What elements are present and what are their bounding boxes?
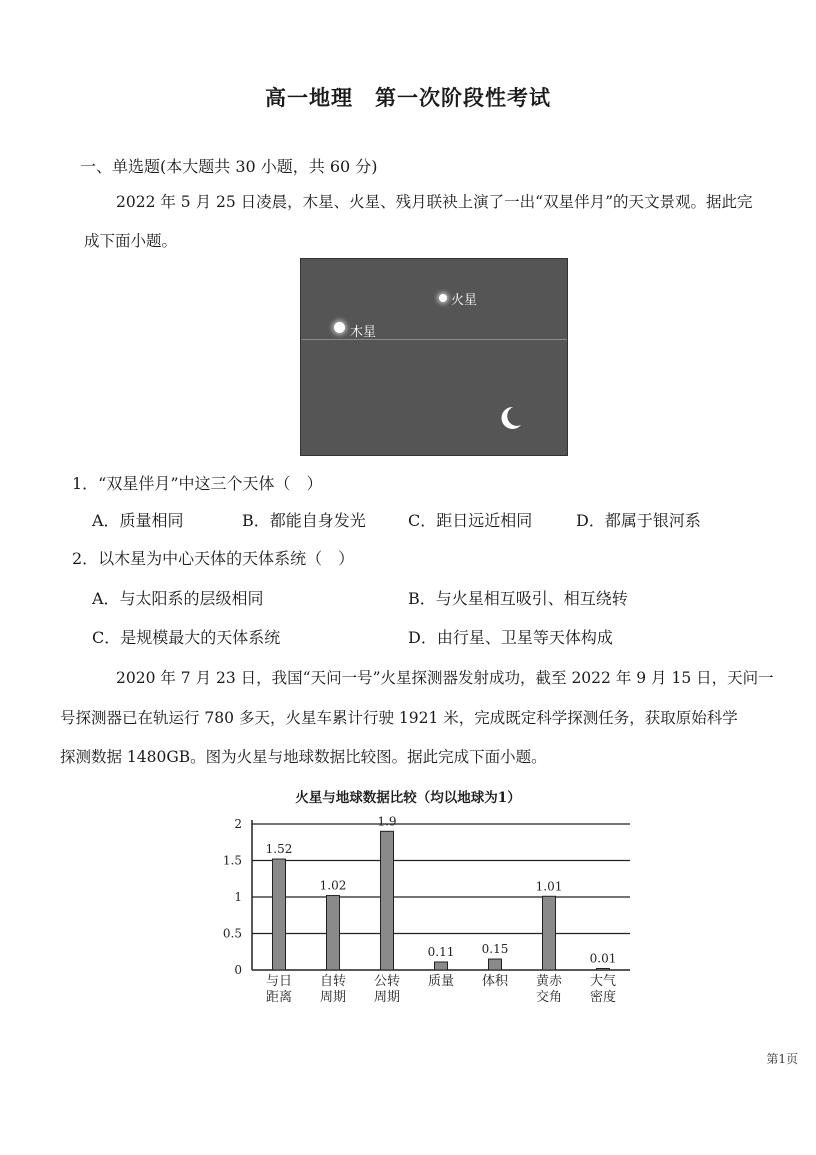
bar-value-label: 1.02 xyxy=(319,878,347,893)
y-tick-label: 0.5 xyxy=(222,926,242,941)
x-tick-label: 交角 xyxy=(535,990,563,1005)
q1-option-b: B．都能自身发光 xyxy=(242,511,366,530)
passage1-line2: 成下面小题。 xyxy=(84,232,178,250)
bar-value-label: 1.9 xyxy=(377,814,397,829)
x-tick-label: 周期 xyxy=(373,990,401,1005)
chart-title: 火星与地球数据比较（均以地球为1） xyxy=(295,790,521,806)
page-number: 第1页 xyxy=(766,1052,798,1066)
y-tick-label: 2 xyxy=(234,817,242,831)
passage2-line1: 2020 年 7 月 23 日，我国“天问一号”火星探测器发射成功，截至 2022 年 9 月 15 日，天问一 xyxy=(116,669,774,687)
q2-option-d: D．由行星、卫星等天体构成 xyxy=(408,628,613,647)
bar-value-label: 1.01 xyxy=(535,879,563,894)
bar xyxy=(381,831,394,970)
jupiter-dot xyxy=(334,322,345,333)
x-tick-label: 公转 xyxy=(373,974,401,989)
passage1-line1: 2022 年 5 月 25 日凌晨，木星、火星、残月联袂上演了一出“双星伴月”的天文景观。据此完 xyxy=(116,193,753,211)
bar xyxy=(597,969,610,971)
x-tick-label: 质量 xyxy=(427,974,455,989)
bar xyxy=(543,896,556,970)
crescent-moon-icon xyxy=(499,405,523,431)
x-tick-label: 大气 xyxy=(589,974,617,989)
photo-horizon-line xyxy=(301,339,567,340)
x-tick-label: 周期 xyxy=(319,990,347,1005)
bar xyxy=(327,896,340,970)
bar xyxy=(273,859,286,970)
y-tick-label: 0 xyxy=(234,963,242,977)
x-tick-label: 距离 xyxy=(265,990,293,1005)
q1-option-a: A．质量相同 xyxy=(92,511,184,530)
bar xyxy=(489,959,502,970)
y-tick-label: 1.5 xyxy=(222,853,242,868)
passage2-line3: 探测数据 1480GB。图为火星与地球数据比较图。据此完成下面小题。 xyxy=(60,748,547,766)
q2-option-a: A．与太阳系的层级相同 xyxy=(92,589,264,608)
x-tick-label: 黄赤 xyxy=(535,974,563,989)
mars-label: 火星 xyxy=(451,293,478,308)
mars-dot xyxy=(439,294,447,302)
x-tick-label: 体积 xyxy=(481,974,509,989)
bar xyxy=(435,962,448,970)
bar-value-label: 0.15 xyxy=(481,942,509,957)
bar-value-label: 1.52 xyxy=(265,842,293,857)
x-tick-label: 与日 xyxy=(265,974,293,989)
jupiter-label: 木星 xyxy=(350,325,377,340)
q1-stem: 1．“双星伴月”中这三个天体（ ） xyxy=(72,474,323,493)
bar-value-label: 0.11 xyxy=(427,944,455,959)
q2-stem: 2．以木星为中心天体的天体系统（ ） xyxy=(72,549,355,568)
section-heading: 一、单选题(本大题共 30 小题，共 60 分) xyxy=(80,157,378,176)
sky-photo xyxy=(300,258,568,456)
q2-option-b: B．与火星相互吸引、相互绕转 xyxy=(408,589,628,608)
q1-option-d: D．都属于银河系 xyxy=(576,511,701,530)
passage2-line2: 号探测器已在轨运行 780 多天，火星车累计行驶 1921 米，完成既定科学探测任务，获取原始科学 xyxy=(60,709,738,727)
bar-value-label: 0.01 xyxy=(589,951,617,966)
q1-option-c: C．距日远近相同 xyxy=(408,511,533,530)
x-tick-label: 密度 xyxy=(589,990,617,1005)
x-tick-label: 自转 xyxy=(319,974,347,989)
q2-option-c: C．是规模最大的天体系统 xyxy=(92,628,281,647)
y-tick-label: 1 xyxy=(234,890,242,904)
exam-title: 高一地理 第一次阶段性考试 xyxy=(265,85,551,110)
mars-earth-bar-chart xyxy=(220,810,640,1015)
